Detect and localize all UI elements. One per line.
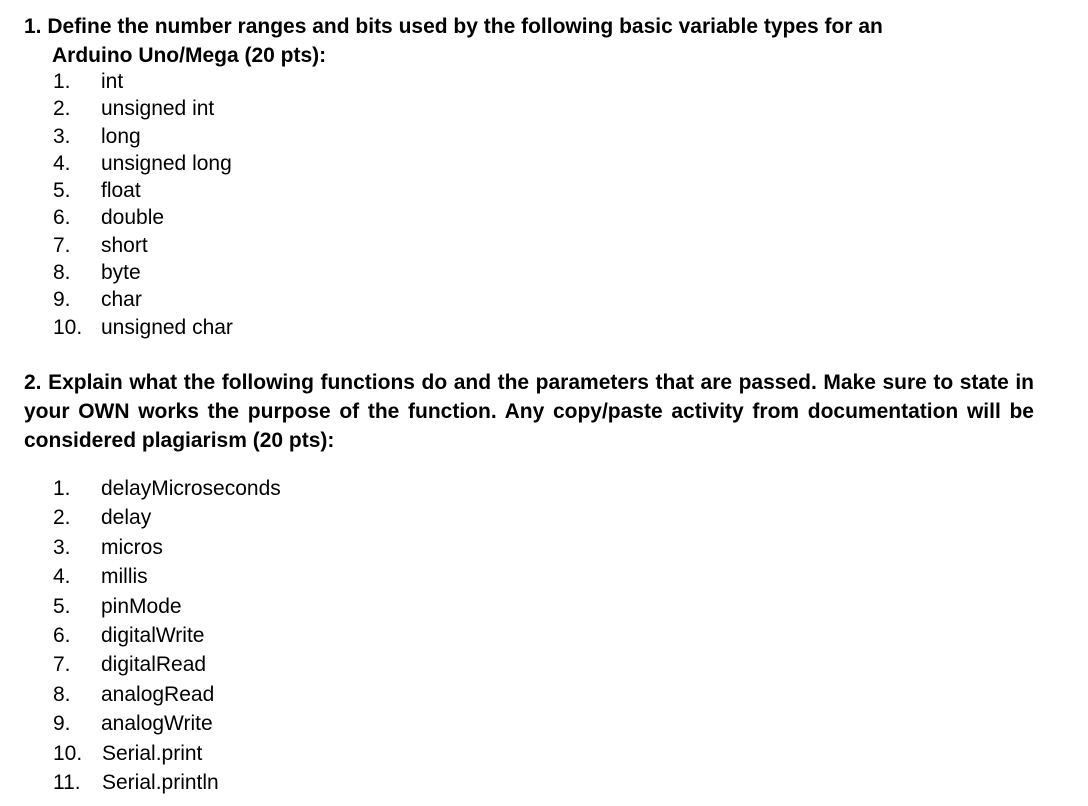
list-item-number: 9. <box>53 288 71 312</box>
list-item-text: digitalRead <box>101 653 207 677</box>
list-item-text: digitalWrite <box>101 623 205 647</box>
list-item-number: 4. <box>53 151 71 175</box>
list-item-number: 3. <box>53 535 71 559</box>
list-item-text: millis <box>101 565 148 589</box>
list-item-number: 3. <box>53 124 71 148</box>
list-item-number: 6. <box>53 206 71 230</box>
list-item-number: 1. <box>53 477 71 500</box>
list-item-number: 9. <box>53 712 71 736</box>
list-item-text: byte <box>101 261 141 285</box>
list-item-number: 8. <box>53 682 71 706</box>
list-item-text: Serial.println <box>102 770 219 794</box>
list-item-number: 5. <box>53 594 71 618</box>
list-item-text: Serial.print <box>102 741 203 765</box>
list-item-text: short <box>101 233 148 257</box>
list-item-number: 1. <box>53 70 71 93</box>
list-item-number: 6. <box>53 623 71 647</box>
list-item-text: unsigned long <box>101 151 232 175</box>
list-item-text: delay <box>101 506 152 530</box>
list-item-text: delayMicroseconds <box>101 477 281 500</box>
list-item-number: 10. <box>53 741 83 765</box>
list-item-number: 11. <box>53 770 81 794</box>
list-item-number: 2. <box>53 97 71 121</box>
list-item-text: unsigned int <box>101 97 215 121</box>
list-item-number: 5. <box>53 179 71 203</box>
list-item-number: 2. <box>53 506 71 530</box>
list-item-text: double <box>101 206 165 230</box>
list-item-number: 7. <box>53 233 71 257</box>
list-item-text: micros <box>101 535 163 559</box>
list-item-number: 7. <box>53 653 71 677</box>
list-item-number: 4. <box>53 565 71 589</box>
list-item-text: int <box>101 70 124 93</box>
list-item-text: char <box>101 288 142 312</box>
list-item-text: long <box>101 124 141 148</box>
question-1-heading-line-2: Arduino Uno/Mega (20 pts): <box>52 44 327 67</box>
list-item-text: unsigned char <box>101 315 233 339</box>
question-2-heading: 2. Explain what the following functions do and the parameters that are passed. Make sure to state in your OWN works the purpose of the function. Any copy/paste activity from documentation will be considered plagiarism (20 pts): <box>24 371 1034 452</box>
question-1-heading <box>24 12 1034 70</box>
list-item-text: analogWrite <box>101 712 213 736</box>
list-item-number: 8. <box>53 261 71 285</box>
list-item-text: float <box>101 179 141 203</box>
list-item-text: pinMode <box>101 594 182 618</box>
list-item-number: 10. <box>53 315 83 339</box>
list-item-text: analogRead <box>101 682 215 706</box>
question-1-heading-line-1: 1. Define the number ranges and bits used by the following basic variable types for an <box>24 15 883 38</box>
